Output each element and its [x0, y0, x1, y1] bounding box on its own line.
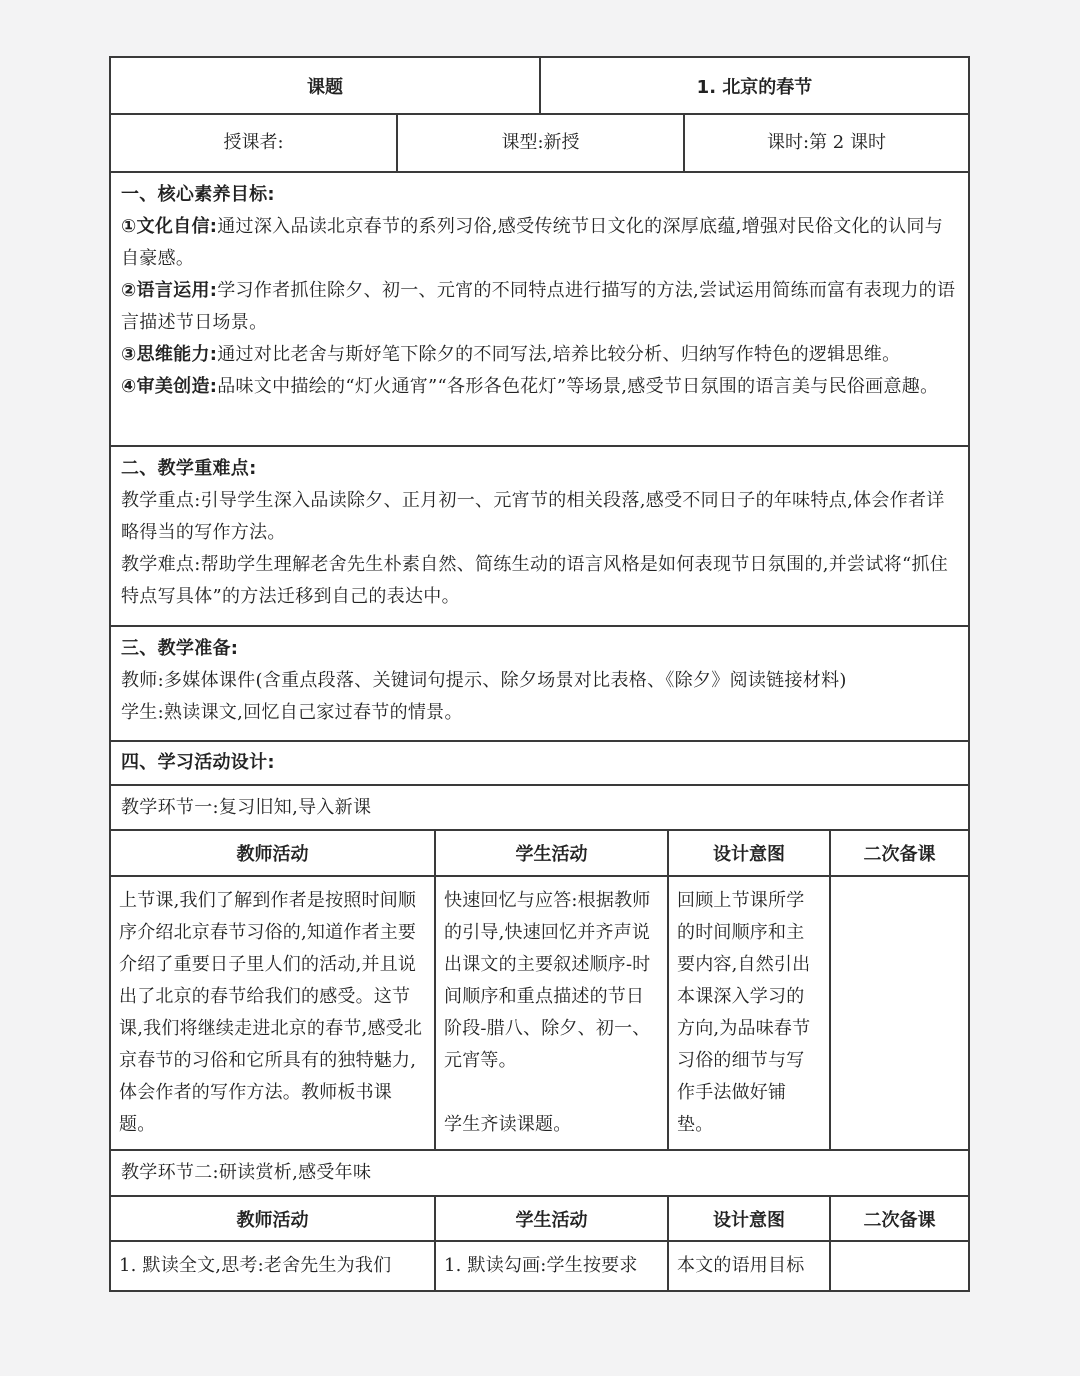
- stage2-second-prep: [831, 1242, 968, 1290]
- goal-text: 通过对比老舍与斯妤笔下除夕的不同写法,培养比较分析、归纳写作特色的逻辑思维。: [217, 344, 901, 365]
- info-row: [111, 115, 968, 173]
- goal-text: 通过深入品读北京春节的系列习俗,感受传统节日文化的深厚底蕴,增强对民俗文化的认同与自豪感。: [121, 216, 943, 269]
- stage1-student-text: 快速回忆与应答:根据教师的引导,快速回忆并齐声说出课文的主要叙述顺序-时间顺序和重点描述的节日阶段-腊八、除夕、初一、元宵等。: [444, 890, 651, 1071]
- lesson-plan-table: [109, 56, 970, 1292]
- col-teacher-activity: 教师活动: [111, 831, 436, 875]
- stage1-header-row: [111, 831, 968, 877]
- activity-design-title-row: [111, 742, 968, 786]
- stage1-row: [111, 786, 968, 831]
- stage1-student-activity: [436, 877, 669, 1149]
- stage2-row: [111, 1151, 968, 1197]
- key-difficult-content: [111, 447, 968, 625]
- goal-label: ④审美创造:: [121, 376, 218, 397]
- lesson-period: 课时:第 2 课时: [767, 132, 886, 153]
- topic-label: 课题: [111, 58, 541, 113]
- student-preparation: 学生:熟读课文,回忆自己家过春节的情景。: [121, 702, 463, 723]
- stage2-header-row: [111, 1197, 968, 1242]
- goal-item: [121, 371, 958, 403]
- col-student-activity: 学生活动: [436, 1197, 669, 1240]
- stage2-student-text: 1. 默读勾画:学生按要求: [444, 1255, 638, 1276]
- col-second-prep: 二次备课: [863, 844, 936, 865]
- stage2-teacher-text: 1. 默读全文,思考:老舍先生为我们: [119, 1255, 392, 1276]
- core-goals-section: [111, 173, 968, 447]
- stage1-second-prep: [831, 877, 968, 1149]
- stage1-design-intent: [669, 877, 831, 1149]
- stage1-label: 教学环节一:复习旧知,导入新课: [121, 796, 372, 818]
- stage1-teacher-text: 上节课,我们了解到作者是按照时间顺序介绍北京春节习俗的,知道作者主要介绍了重要日子里人们的活动,并且说出了北京的春节给我们的感受。这节课,我们将继续走进北京的春节,感受北京春节的习俗和它所具有的独特魅力,体会作者的写作方法。教师板书课题。: [119, 890, 423, 1135]
- goal-text: 品味文中描绘的“灯火通宵”“各形各色花灯”等场景,感受节日氛围的语言美与民俗画意趣。: [217, 376, 939, 397]
- stage1-cell: [111, 788, 968, 828]
- goal-item: [121, 275, 958, 339]
- col-student-activity: 学生活动: [436, 831, 669, 875]
- stage2-teacher-activity: [111, 1242, 436, 1290]
- key-point-text: 教学重点:引导学生深入品读除夕、正月初一、元宵节的相关段落,感受不同日子的年味特点,体会作者详略得当的写作方法。: [121, 490, 945, 543]
- col-design-intent: 设计意图: [669, 831, 831, 875]
- key-difficult-title: 二、教学重难点:: [121, 458, 257, 479]
- core-goals-content: [111, 173, 968, 445]
- goal-text: 学习作者抓住除夕、初一、元宵的不同特点进行描写的方法,尝试运用简练而富有表现力的语言描述节日场景。: [121, 280, 956, 333]
- col-design-intent: 设计意图: [669, 1197, 831, 1240]
- difficult-point-text: 教学难点:帮助学生理解老舍先生朴素自然、简练生动的语言风格是如何表现节日氛围的,并尝试将“抓住特点写具体”的方法迁移到自己的表达中。: [121, 554, 949, 607]
- goal-label: ①文化自信:: [121, 216, 218, 237]
- stage1-student-text-2: 学生齐读课题。: [444, 1114, 572, 1135]
- activity-design-title: 四、学习活动设计:: [121, 752, 275, 773]
- stage1-content-row: [111, 877, 968, 1151]
- topic-value: 1. 北京的春节: [696, 76, 813, 98]
- stage2-design-intent: [669, 1242, 831, 1290]
- preparation-title: 三、教学准备:: [121, 638, 239, 659]
- topic-row: [111, 58, 968, 115]
- stage2-content-row: [111, 1242, 968, 1290]
- teacher-preparation: 教师:多媒体课件(含重点段落、关键词句提示、除夕场景对比表格、《除夕》阅读链接材料): [121, 670, 847, 691]
- preparation-content: [111, 627, 968, 740]
- teacher-label: 授课者:: [111, 115, 398, 171]
- activity-design-title-cell: [111, 743, 968, 783]
- stage1-intent-text: 回顾上节课所学的时间顺序和主要内容,自然引出本课深入学习的方向,为品味春节习俗的细节与写作手法做好铺垫。: [677, 890, 811, 1135]
- lesson-type: 课型:新授: [398, 115, 685, 171]
- core-goals-title: 一、核心素养目标:: [121, 184, 275, 205]
- stage2-student-activity: [436, 1242, 669, 1290]
- key-difficult-section: [111, 447, 968, 627]
- stage2-cell: [111, 1153, 968, 1193]
- preparation-section: [111, 627, 968, 742]
- col-teacher-activity: 教师活动: [111, 1197, 436, 1240]
- goal-label: ③思维能力:: [121, 344, 218, 365]
- goal-item: [121, 339, 958, 371]
- col-second-prep: 二次备课: [863, 1209, 936, 1231]
- goal-label: ②语言运用:: [121, 280, 218, 301]
- stage2-intent-text: 本文的语用目标: [677, 1255, 805, 1276]
- goal-item: [121, 211, 958, 275]
- stage1-teacher-activity: [111, 877, 436, 1149]
- stage2-label: 教学环节二:研读赏析,感受年味: [121, 1162, 372, 1183]
